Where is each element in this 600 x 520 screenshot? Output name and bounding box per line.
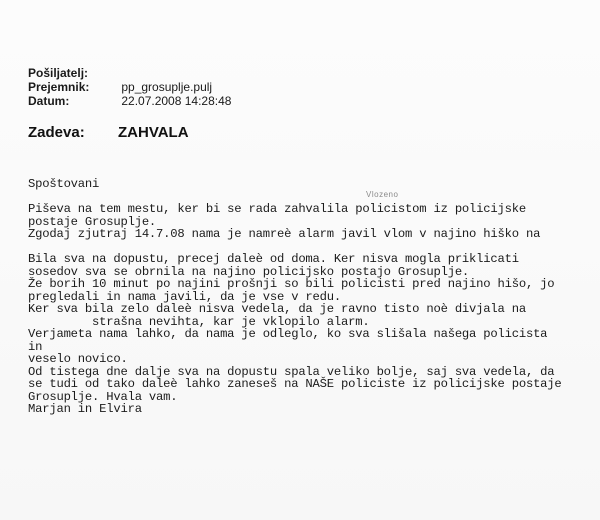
stamp-mark: Vlozeno: [366, 190, 399, 199]
letter-line: Od tistega dne dalje sva na dopustu spala veliko bolje, saj sva vedela, da: [28, 364, 555, 379]
letter-line: se tudi od tako daleè lahko zaneseš na NAŠE policiste iz policijske postaje: [28, 377, 562, 391]
from-label: Pošiljatelj:: [28, 66, 89, 80]
letter-body: [28, 178, 562, 416]
letter-line: Že borih 10 minut po najini prošnji so bili policisti pred najino hišo, jo: [28, 277, 555, 291]
letter-line: in: [28, 339, 43, 354]
subject-value: ZAHVALA: [118, 124, 189, 141]
letter-line: Bila sva na dopustu, precej daleè od doma. Ker nisva mogla priklicati: [28, 252, 519, 266]
letter-line: sosedov sva se obrnila na najino policijsko postajo Grosuplje.: [28, 264, 470, 279]
letter-line: postaje Grosuplje.: [28, 214, 157, 229]
letter-line: pregledali in nama javili, da je vse v redu.: [28, 289, 342, 304]
letter-line: Grosuplje. Hvala vam.: [28, 389, 178, 404]
email-header: [28, 66, 231, 108]
letter-line: strašna nevihta, kar je vklopilo alarm.: [28, 314, 370, 329]
header-row-to: [28, 80, 231, 94]
letter-line: Spoštovani: [28, 177, 100, 191]
letter-line: veselo novico.: [28, 352, 128, 366]
letter-line: Piševa na tem mestu, ker bi se rada zahvalila policistom iz policijske: [28, 202, 526, 216]
header-row-date: [28, 94, 231, 108]
to-label: Prejemnik:: [28, 80, 90, 94]
to-value: pp_grosuplje.pulj: [121, 80, 213, 94]
header-row-from: [28, 66, 231, 80]
letter-line: Marjan in Elvira: [28, 402, 142, 416]
subject-label: Zadeva:: [28, 124, 85, 141]
date-value: 22.07.2008 14:28:48: [121, 94, 232, 108]
subject-line: [28, 124, 189, 141]
letter-line: Verjameta nama lahko, da nama je odleglo, ko sva slišala našega policista: [28, 327, 548, 341]
letter-line: Ker sva bila zelo daleè nisva vedela, da je ravno tisto noè divjala na: [28, 302, 526, 316]
letter-line: Zgodaj zjutraj 14.7.08 nama je namreè alarm javil vlom v najino hiško na: [28, 227, 541, 241]
date-label: Datum:: [28, 94, 70, 108]
